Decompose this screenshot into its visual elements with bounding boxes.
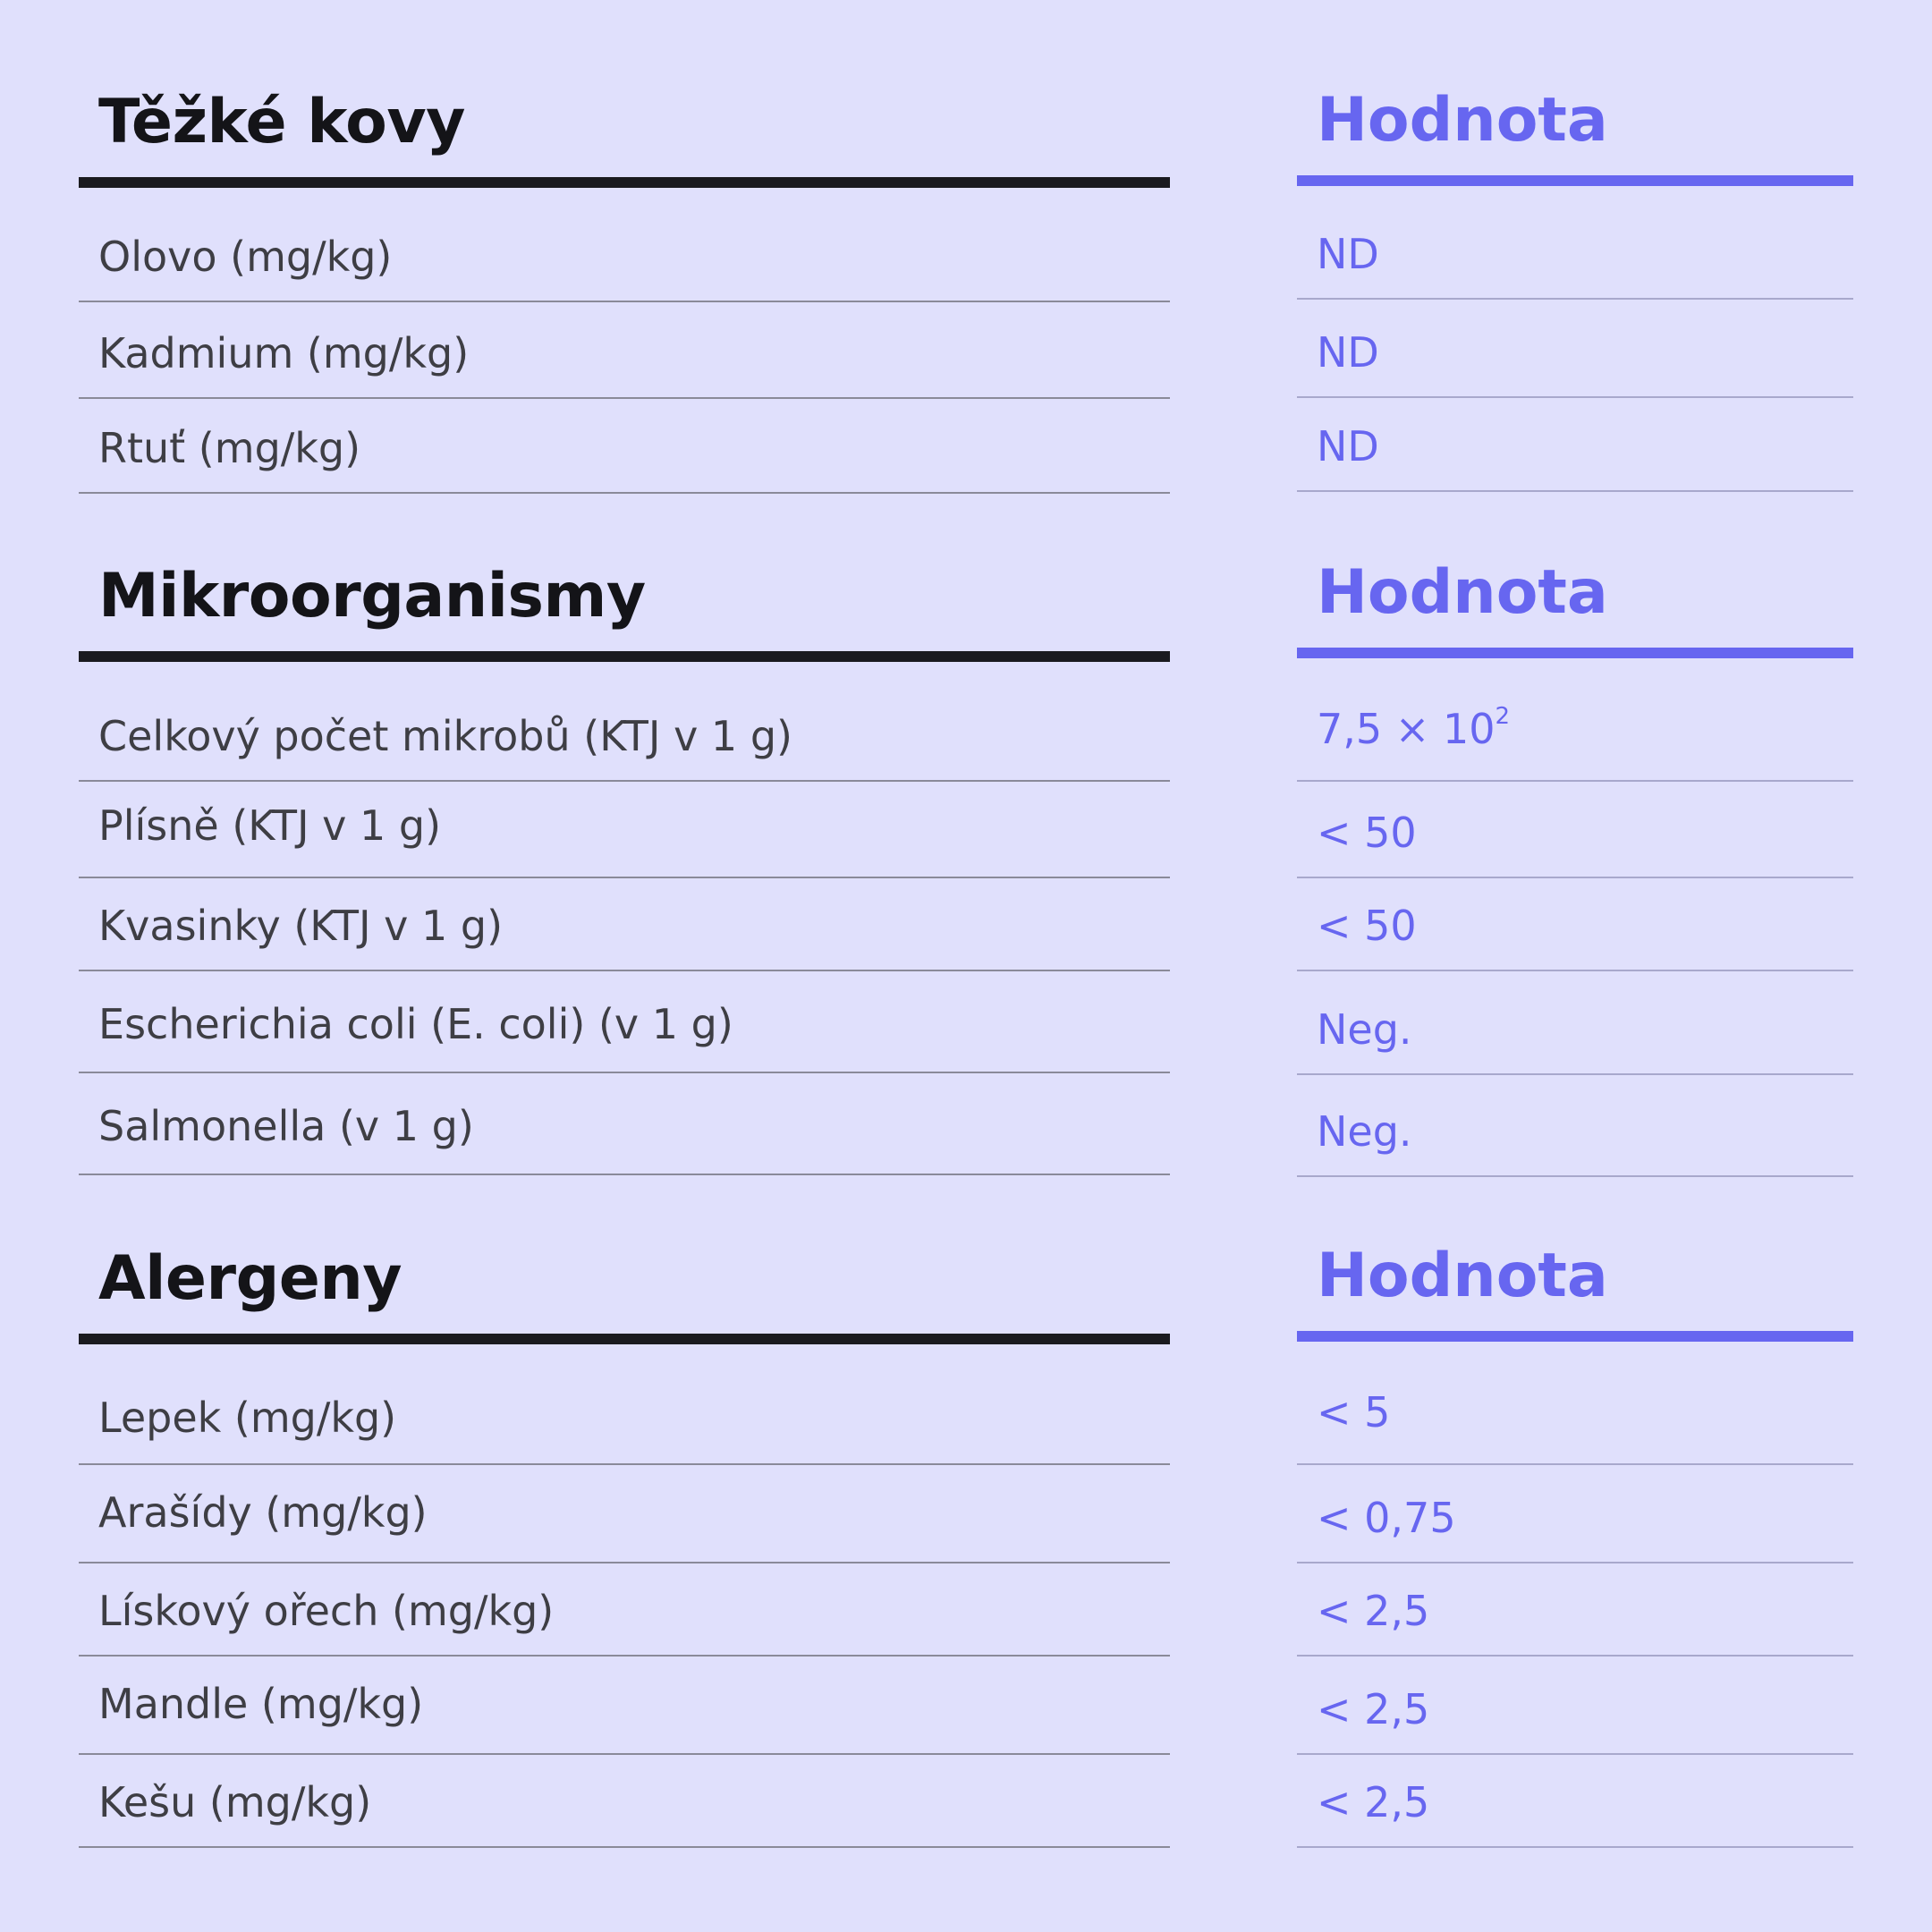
value-header-microorganisms: [1297, 526, 1853, 658]
table-row: [79, 1465, 1170, 1563]
table-row-value: [1297, 971, 1853, 1075]
row-value-mantissa: 7,5 × 10: [1317, 705, 1496, 753]
row-label: Kešu (mg/kg): [98, 1778, 372, 1826]
row-value: Neg.: [1317, 1005, 1412, 1054]
table-row-value: [1297, 1075, 1853, 1177]
table-row-value: [1297, 1657, 1853, 1755]
table-row-value: [1297, 300, 1853, 398]
table-row: [79, 302, 1170, 399]
table-row: [79, 188, 1170, 302]
table-row-value: [1297, 1465, 1853, 1563]
table-row: [79, 878, 1170, 971]
table-row-value: [1297, 658, 1853, 782]
row-label: Kadmium (mg/kg): [98, 329, 470, 377]
table-row: [79, 399, 1170, 494]
value-header-heavy-metals: [1297, 54, 1853, 186]
table-row: [79, 971, 1170, 1073]
value-header-allergens: [1297, 1209, 1853, 1342]
section-header-allergens: [79, 1212, 1170, 1344]
table-row-value: [1297, 878, 1853, 971]
table-row-value: [1297, 1755, 1853, 1848]
row-label: Lískový ořech (mg/kg): [98, 1587, 555, 1635]
row-label: Kvasinky (KTJ v 1 g): [98, 902, 504, 950]
row-value: ND: [1317, 230, 1379, 278]
table-row-value: [1297, 1563, 1853, 1657]
row-value: ND: [1317, 422, 1379, 470]
row-label: Mandle (mg/kg): [98, 1680, 424, 1728]
table-row: [79, 1344, 1170, 1465]
table-row-value: [1297, 1342, 1853, 1465]
section-title: Těžké kovy: [98, 87, 466, 157]
table-row-value: [1297, 398, 1853, 492]
value-header-label: Hodnota: [1317, 85, 1608, 156]
row-label: Escherichia coli (E. coli) (v 1 g): [98, 1000, 733, 1048]
row-value: < 2,5: [1317, 1685, 1430, 1733]
table-row-value: [1297, 782, 1853, 878]
row-value: < 50: [1317, 809, 1417, 857]
row-value: < 0,75: [1317, 1494, 1456, 1542]
row-label: Rtuť (mg/kg): [98, 424, 361, 472]
table-row-value: [1297, 186, 1853, 300]
row-label: Salmonella (v 1 g): [98, 1102, 474, 1150]
row-value: < 50: [1317, 902, 1417, 950]
row-label: Plísně (KTJ v 1 g): [98, 801, 442, 850]
table-row: [79, 1755, 1170, 1848]
value-header-label: Hodnota: [1317, 1241, 1608, 1311]
row-value: < 5: [1317, 1388, 1391, 1436]
row-label: Arašídy (mg/kg): [98, 1488, 428, 1537]
row-value: < 2,5: [1317, 1587, 1430, 1635]
table-row: [79, 1657, 1170, 1755]
section-header-microorganisms: [79, 528, 1170, 662]
row-value: Neg.: [1317, 1107, 1412, 1156]
row-value-exponent: 2: [1495, 703, 1511, 730]
row-value: < 2,5: [1317, 1778, 1430, 1826]
row-label: Lepek (mg/kg): [98, 1394, 397, 1442]
table-row: [79, 1073, 1170, 1175]
value-header-label: Hodnota: [1317, 557, 1608, 628]
table-row: [79, 662, 1170, 782]
table-row: [79, 782, 1170, 878]
section-title: Mikroorganismy: [98, 561, 646, 631]
row-label: Olovo (mg/kg): [98, 233, 393, 281]
row-value: [1317, 705, 1510, 753]
row-label: Celkový počet mikrobů (KTJ v 1 g): [98, 712, 792, 760]
section-header-heavy-metals: [79, 54, 1170, 188]
row-value: ND: [1317, 328, 1379, 377]
section-title: Alergeny: [98, 1243, 402, 1314]
table-row: [79, 1563, 1170, 1657]
